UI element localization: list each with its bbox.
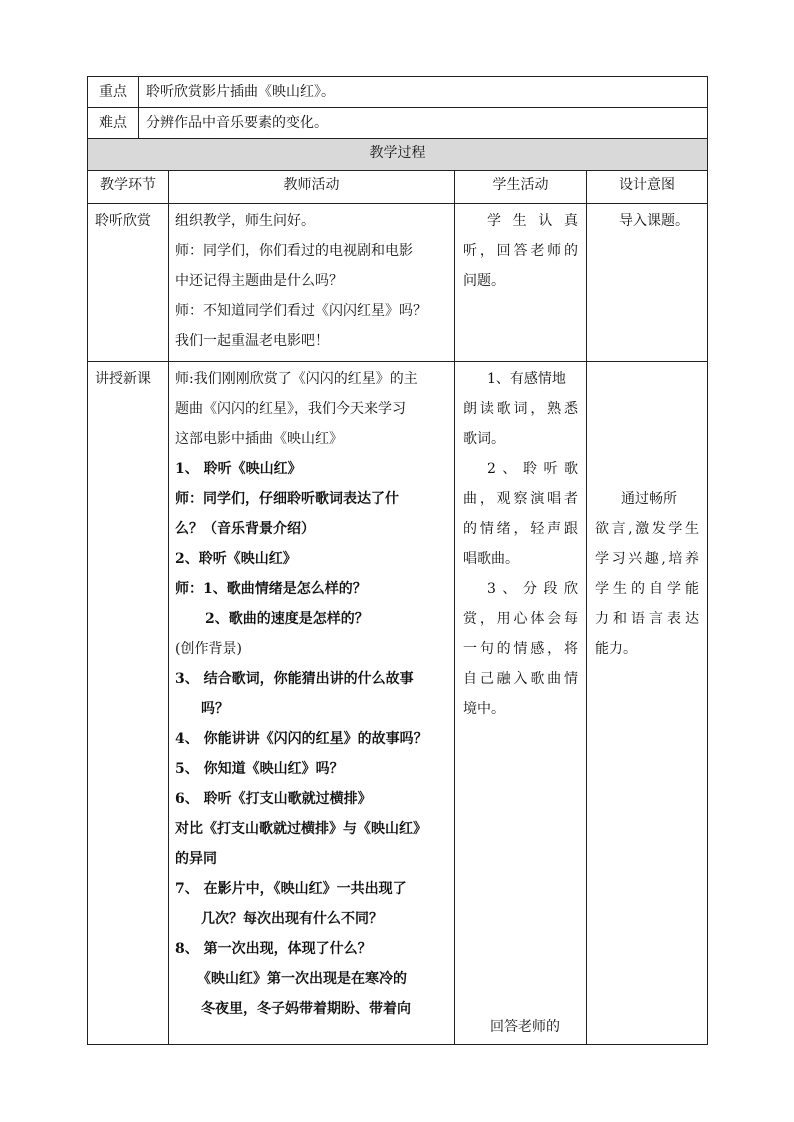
key-point-row (88, 77, 708, 108)
teacher-line: 师：同学们，你们看过的电视剧和电影 (175, 243, 413, 259)
teacher-line: 组织教学，师生问好。 (175, 213, 315, 229)
intent-line: 能力。 (595, 641, 637, 657)
lesson-plan-table (87, 76, 708, 1045)
intent-line: 学生的自学能 (595, 581, 699, 597)
intent-line: 通过畅所 (621, 491, 677, 507)
header-intent: 设计意图 (587, 171, 708, 204)
teacher-listen (169, 204, 455, 362)
header-student: 学生活动 (455, 171, 587, 204)
teacher-line: 师:我们刚刚欣赏了《闪闪的红星》的主 (175, 371, 418, 387)
key-point-text: 聆听欣赏影片插曲《映山红》。 (139, 77, 708, 108)
teacher-line: 冬夜里，冬子妈带着期盼、带着向 (201, 1001, 411, 1017)
section-title: 教学过程 (88, 139, 708, 171)
key-point-label: 重点 (88, 77, 139, 108)
intent-line: 欲言,激发学生 (595, 521, 699, 537)
student-line: 听，回答老师的 (463, 243, 578, 259)
teacher-line: 几次？每次出现有什么不同？ (201, 911, 383, 927)
teacher-line: 6、 聆听《打支山歌就过横排》 (175, 791, 372, 807)
teacher-new-lesson (169, 362, 455, 1045)
student-line: 3、分段欣 (487, 581, 578, 597)
section-title-row (88, 139, 708, 171)
teacher-line: 吗？ (201, 701, 229, 717)
teacher-line: 对比《打支山歌就过横排》与《映山红》 (175, 821, 427, 837)
teacher-line: 师：不知道同学们看过《闪闪红星》吗？ (175, 303, 427, 319)
student-line-bottom: 回答老师的 (490, 1019, 560, 1035)
teacher-line: 3、 结合歌词，你能猜出讲的什么故事 (175, 671, 414, 687)
teacher-line: 么？（音乐背景介绍） (175, 521, 315, 537)
teacher-line: 2、歌曲的速度是怎样的？ (205, 611, 369, 627)
teacher-line: 师：1、歌曲情绪是怎么样的？ (175, 581, 367, 597)
student-new-lesson (455, 362, 587, 1045)
student-line: 1、有感情地 (487, 371, 566, 387)
stage-listen: 聆听欣赏 (88, 204, 169, 362)
intent-line: 力和语言表达 (595, 611, 699, 627)
teacher-line: 7、 在影片中，《映山红》一共出现了 (175, 881, 407, 897)
student-line: 赏，用心体会每 (463, 611, 578, 627)
intent-line: 学习兴趣,培养 (595, 551, 699, 567)
row-new-lesson (88, 362, 708, 1045)
teacher-line: 4、 你能讲讲《闪闪的红星》的故事吗？ (175, 731, 428, 747)
intent-line: 导入课题。 (619, 213, 689, 229)
teacher-line: 中还记得主题曲是什么吗？ (175, 273, 343, 289)
student-line: 朗读歌词，熟悉 (463, 401, 578, 417)
teacher-line: 我们一起重温老电影吧！ (175, 333, 329, 349)
teacher-line: 《映山红》第一次出现是在寒冷的 (197, 971, 407, 987)
student-line: 2、聆听歌 (487, 461, 578, 477)
student-line: 曲，观察演唱者 (463, 491, 578, 507)
header-teacher: 教师活动 (169, 171, 455, 204)
student-listen (455, 204, 587, 362)
teacher-line: 这部电影中插曲《映山红》 (175, 431, 343, 447)
row-listen (88, 204, 708, 362)
teacher-line: 5、 你知道《映山红》吗？ (175, 761, 344, 777)
teacher-line: 师：同学们，仔细聆听歌词表达了什 (175, 491, 399, 507)
student-line: 自己融入歌曲情 (463, 671, 578, 687)
header-row (88, 171, 708, 204)
stage-new-lesson: 讲授新课 (88, 362, 169, 1045)
teacher-line: 的异同 (175, 851, 217, 867)
student-line: 唱歌曲。 (463, 551, 519, 567)
header-stage: 教学环节 (88, 171, 169, 204)
teacher-line: 8、 第一次出现，体现了什么？ (175, 941, 372, 957)
teacher-line: (创作背景) (175, 641, 242, 657)
teacher-line: 题曲《闪闪的红星》，我们今天来学习 (175, 401, 406, 417)
student-line: 问题。 (463, 273, 505, 289)
student-line: 的情绪，轻声跟 (463, 521, 578, 537)
difficulty-label: 难点 (88, 108, 139, 139)
difficulty-text: 分辨作品中音乐要素的变化。 (139, 108, 708, 139)
student-line: 一句的情感，将 (463, 641, 578, 657)
intent-new-lesson (587, 362, 708, 1045)
teacher-line: 1、 聆听《映山红》 (175, 461, 302, 477)
student-line: 歌词。 (463, 431, 505, 447)
student-line: 学 生 认 真 (487, 213, 578, 229)
student-line: 境中。 (463, 701, 505, 717)
difficulty-row (88, 108, 708, 139)
teacher-line: 2、聆听《映山红》 (175, 551, 297, 567)
intent-listen (587, 204, 708, 362)
